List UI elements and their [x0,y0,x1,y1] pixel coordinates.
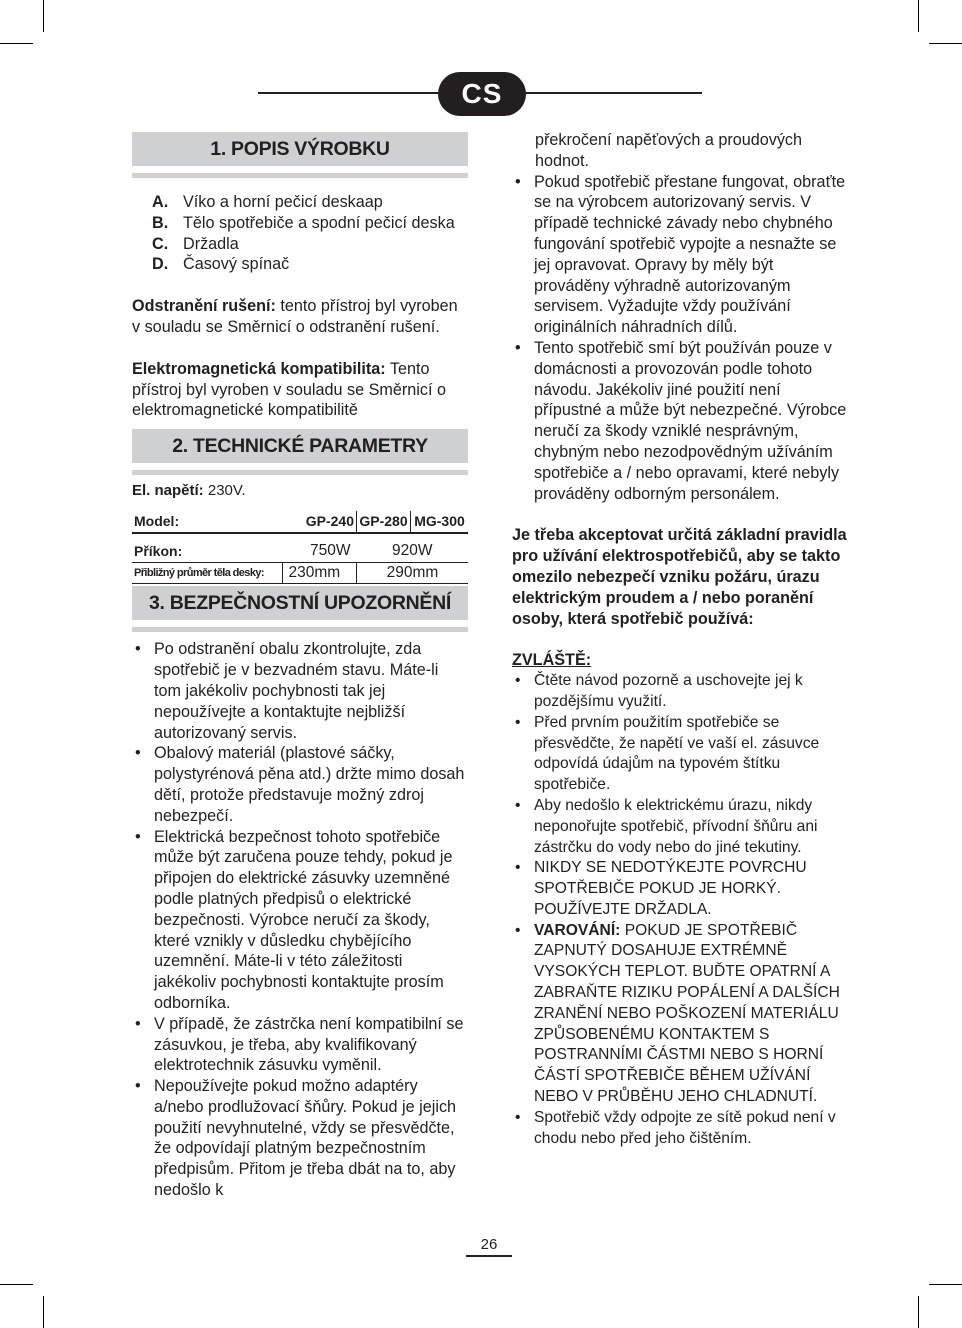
list-item: • Spotřebič vždy odpojte ze sítě pokud není v chodu nebo před jeho čištěním. [512,1108,848,1150]
part-item: A. Víko a horní pečicí deskaap [152,193,383,211]
safety-list-right [512,172,848,505]
list-item: • NIKDY SE NEDOTÝKEJTE POVRCHU SPOTŘEBIČE POKUD JE HORKÝ. POUŽÍVEJTE DRŽADLA. [512,858,848,920]
list-item: • Čtěte návod pozorně a uschovejte jej k pozdějšímu využití. [512,671,848,713]
special-list [512,671,848,1149]
power-label: Příkon: [134,542,183,559]
diameter-label: Přibližný průměr těla desky: [132,562,282,584]
crop-mark [929,43,962,44]
crop-mark [43,1296,44,1328]
list-item: • Elektrická bezpečnost tohoto spotřebiče může být zaručena pouze tehdy, pokud je připojen do elektrické zásuvky uzemněné podle platných předpisů o elektrické bezpečnosti. Výrobce neručí za škody, které vznikly v důsledku chybějícího uzemnění. Máte-li v této záležitosti jakékoliv pochybnosti kontaktujte prosím odborníka. [132,827,468,1014]
list-item: • Pokud spotřebič přestane fungovat, obraťte se na výrobcem autorizovaný servis. V případě technické závady nebo chybného fungování spotřebič vypojte a nesnažte se jej opravovat. Opravy by měly být prováděny výhradně autorizovaným servisem. Vyžadujte vždy používání originálních náhradních dílů. [512,172,848,338]
list-item: • Obalový materiál (plastové sáčky, polystyrénová pěna atd.) držte mimo dosah dětí, protože představuje možný zdroj nebezpečí. [132,743,468,826]
model-label: Model: [134,512,180,529]
section-rule [132,470,468,475]
header-rule-left [258,92,444,94]
list-item: • Po odstranění obalu zkontrolujte, zda spotřebič je v bezvadném stavu. Máte-li tom jakékoliv pochybnosti tak jej nepoužívejte a kontaktujte nejbližší autorizovaný servis. [132,639,468,743]
left-column [132,132,468,1201]
crop-mark [0,43,33,44]
crop-mark [0,1284,33,1285]
section-2-heading: 2. TECHNICKÉ PARAMETRY [132,429,468,463]
special-heading: ZVLÁŠTĚ: [512,651,592,670]
section-rule [132,627,468,632]
crop-mark [929,1284,962,1285]
list-item: • Aby nedošlo k elektrickému úrazu, nikdy neponořujte spotřebič, přívodní šňůru ani zástrčku do vody nebo do jiné tekutiny. [512,796,848,858]
emc-paragraph: Elektromagnetická kompatibilita: Tento přístroj byl vyroben v souladu se Směrnicí o elektromagnetické kompatibilitě [132,359,446,420]
warning-item: • VAROVÁNÍ: POKUD JE SPOTŘEBIČ ZAPNUTÝ DOSAHUJE EXTRÉMNĚ VYSOKÝCH TEPLOT. BUĎTE OPATRNÍ A ZABRAŇTE RIZIKU POPÁLENÍ A DALŠÍCH ZRANĚNÍ NEBO POŠKOZENÍ MATERIÁLU ZPŮSOBENÉMU KONTAKTEM S POSTRANNÍMI ČÁSTMI NEBO S HORNÍ ČÁSTÍ SPOTŘEBIČE BĚHEM UŽÍVÁNÍ NEBO V PRŮBĚHU JEHO CHLADNUTÍ. [512,921,848,1108]
model-gp280: GP-280 [357,511,411,533]
part-item: C. Držadla [152,234,239,253]
power-value: 920W [392,541,433,559]
interference-paragraph: Odstranění rušení: tento přístroj byl vyroben v souladu se Směrnicí o odstranění rušení. [132,297,458,336]
model-mg300: MG-300 [414,512,465,529]
continuation-text: překročení napěťových a proudových hodnot. [535,131,803,170]
crop-mark [918,1296,919,1328]
page-number: 26 [466,1236,512,1257]
section-rule [132,173,468,178]
rules-paragraph: Je třeba akceptovat určitá základní pravidla pro užívání elektrospotřebičů, aby se takto omezilo nebezpečí vzniku požáru, úrazu elektrickým proudem a / nebo poranění osoby, která spotřebič používá: [512,526,847,628]
diameter-value: 230mm [282,562,357,584]
safety-list-left [132,639,468,1201]
crop-mark [918,0,919,32]
right-column [512,130,848,1149]
voltage-line: El. napětí: 230V. [132,482,246,500]
part-item: B. Tělo spotřebiče a spodní pečicí deska [152,213,455,232]
crop-mark [43,0,44,32]
list-item: • Tento spotřebič smí být používán pouze v domácnosti a provozován podle tohoto návodu. Jakékoliv jiné použití není přípustné a může být nebezpečné. Výrobce neručí za škody vzniklé nesprávným, chybným nebo nezodpovědným užíváním spotřebiče a / nebo opravami, které nebyly prováděny odborným personálem. [512,338,848,504]
parts-list [152,192,468,275]
section-3-heading: 3. BEZPEČNOSTNÍ UPOZORNĚNÍ [132,586,468,620]
spec-table [132,511,468,584]
language-badge: CS [438,72,526,116]
part-item: D. Časový spínač [152,255,290,274]
diameter-value: 290mm [386,563,439,581]
list-item: • V případě, že zástrčka není kompatibilní se zásuvkou, je třeba, aby kvalifikovaný elektrotechnik zásuvku vyměnil. [132,1014,468,1076]
list-item: • Nepoužívejte pokud možno adaptéry a/nebo prodlužovací šňůry. Pokud je jejich použití nevyhnutelné, vždy se přesvědčte, že odpovídají platným bezpečnostním předpisům. Přitom je třeba dbát na to, aby nedošlo k [132,1076,468,1201]
header-rule-right [520,92,702,94]
section-1-heading: 1. POPIS VÝROBKU [132,132,468,166]
list-item: • Před prvním použitím spotřebiče se přesvědčte, že napětí ve vaší el. zásuvce odpovídá údajům na typovém štítku spotřebiče. [512,713,848,796]
power-value: 750W [310,541,351,559]
model-gp240: GP-240 [282,511,357,533]
